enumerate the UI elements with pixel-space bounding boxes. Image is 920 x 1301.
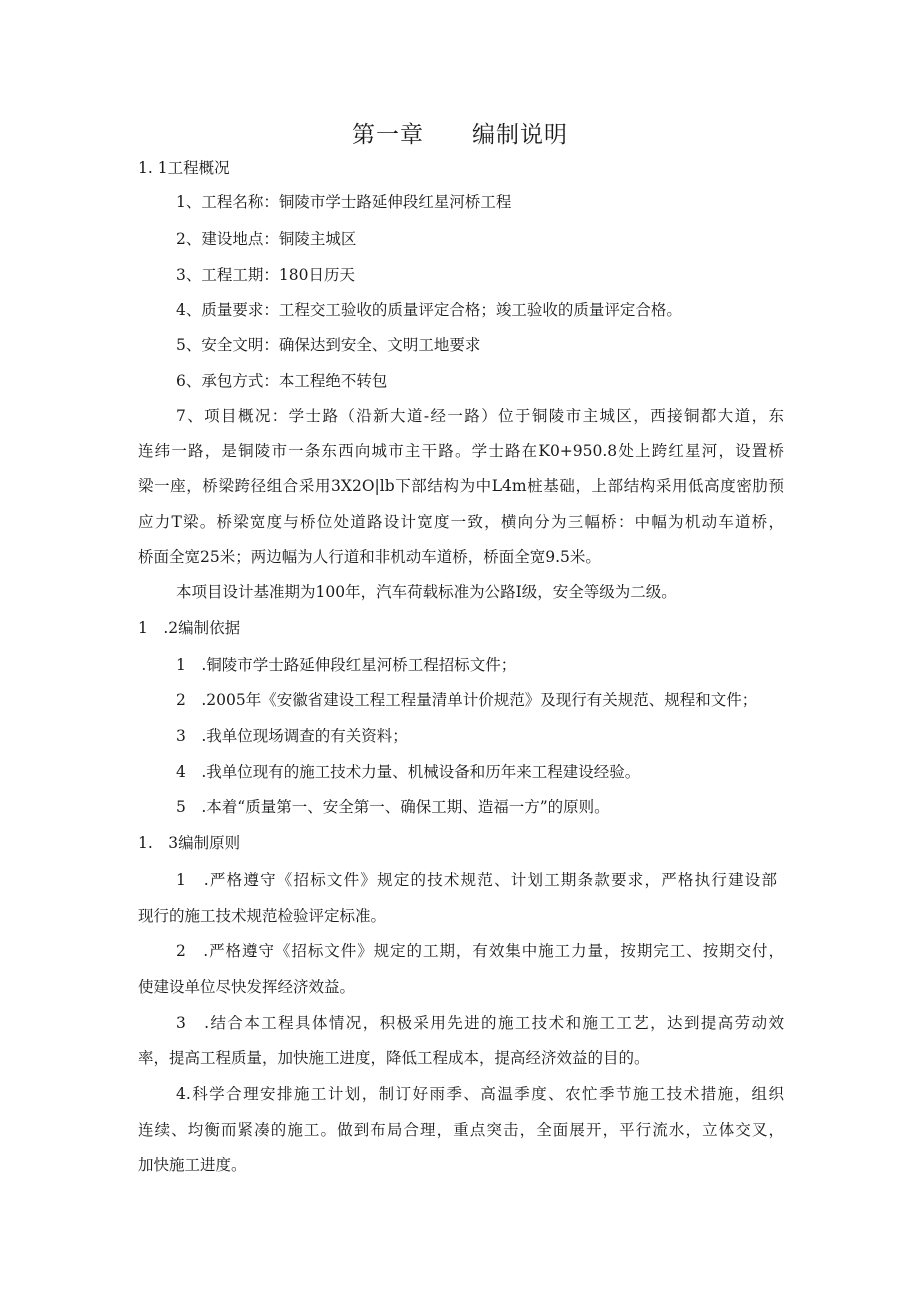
list-item: 6、承包方式：本工程绝不转包 <box>176 372 388 390</box>
paragraph-line: 桥面全宽25米；两边幅为人行道和非机动车道桥，桥面全宽9.5米。 <box>138 548 601 566</box>
list-item: 4、质量要求：工程交工验收的质量评定合格；竣工验收的质量评定合格。 <box>176 301 682 319</box>
list-item: 3、工程工期：180日历天 <box>176 266 355 284</box>
paragraph-line: 梁一座，桥梁跨径组合采用3X2O|lb下部结构为中L4m桩基础，上部结构采用低高度密肋预 <box>138 477 784 495</box>
paragraph-line: 现行的施工技术规范检验评定标准。 <box>138 907 387 925</box>
paragraph-line: 4.科学合理安排施工计划，制订好雨季、高温季度、农忙季节施工技术措施，组织 <box>176 1085 784 1103</box>
paragraph-line: 连续、均衡而紧凑的施工。做到布局合理，重点突击，全面展开，平行流水，立体交叉， <box>138 1121 784 1139</box>
paragraph-line: 加快施工进度。 <box>138 1156 247 1174</box>
paragraph-line: 本项目设计基准期为100年，汽车荷载标准为公路I级，安全等级为二级。 <box>176 583 677 601</box>
paragraph-line: 应力T梁。桥梁宽度与桥位处道路设计宽度一致，横向分为三幅桥：中幅为机动车道桥， <box>138 513 784 531</box>
paragraph-line: 连纬一路，是铜陵市一条东西向城市主干路。学士路在K0+950.8处上跨红星河，设置桥 <box>138 442 784 460</box>
paragraph-line: 7、项目概况：学士路（沿新大道-经一路）位于铜陵市主城区，西接铜都大道，东 <box>176 407 784 425</box>
list-item: 4 .我单位现有的施工技术力量、机械设备和历年来工程建设经验。 <box>176 763 641 781</box>
section-heading: 1. 3编制原则 <box>138 834 241 852</box>
paragraph-line: 使建设单位尽快发挥经济效益。 <box>138 978 356 996</box>
list-item: 5 .本着“质量第一、安全第一、确保工期、造福一方”的原则。 <box>176 798 610 816</box>
section-heading: 1. 1工程概况 <box>138 159 230 177</box>
list-item: 2、建设地点：铜陵主城区 <box>176 230 357 248</box>
list-item: 3 .我单位现场调查的有关资料； <box>176 727 408 745</box>
paragraph-line: 3 .结合本工程具体情况，积极采用先进的施工技术和施工工艺，达到提高劳动效 <box>176 1014 784 1032</box>
paragraph-line: 2 .严格遵守《招标文件》规定的工期，有效集中施工力量，按期完工、按期交付， <box>176 942 784 960</box>
list-item: 1 .铜陵市学士路延伸段红星河桥工程招标文件； <box>176 656 517 674</box>
list-item: 1、工程名称：铜陵市学士路延伸段红星河桥工程 <box>176 193 512 211</box>
list-item: 2 .2005年《安徽省建设工程工程量清单计价规范》及现行有关规范、规程和文件； <box>176 691 758 709</box>
chapter-title: 第一章 编制说明 <box>352 122 568 148</box>
list-item: 5、安全文明：确保达到安全、文明工地要求 <box>176 336 481 354</box>
section-heading: 1 .2编制依据 <box>138 619 241 637</box>
paragraph-line: 1 .严格遵守《招标文件》规定的技术规范、计划工期条款要求，严格执行建设部 <box>176 871 777 889</box>
paragraph-line: 率，提高工程质量，加快施工进度，降低工程成本，提高经济效益的目的。 <box>138 1049 650 1067</box>
